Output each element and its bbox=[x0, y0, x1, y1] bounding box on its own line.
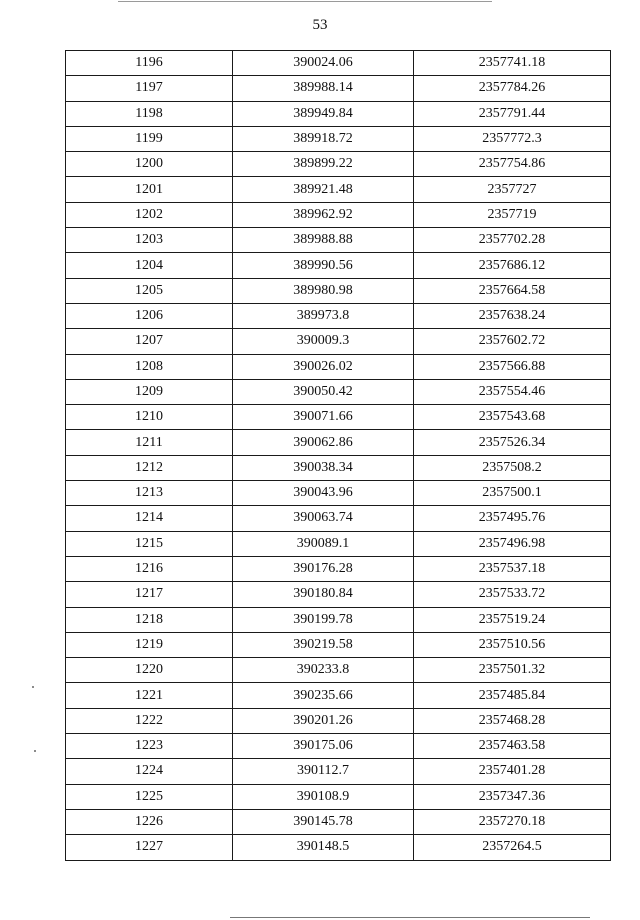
point-number-cell: 1197 bbox=[66, 76, 233, 101]
table-row bbox=[66, 329, 611, 354]
y-coordinate-cell: 2357270.18 bbox=[414, 809, 611, 834]
x-coordinate-cell: 390063.74 bbox=[233, 506, 414, 531]
y-coordinate-cell: 2357496.98 bbox=[414, 531, 611, 556]
y-coordinate-cell: 2357784.26 bbox=[414, 76, 611, 101]
table-row bbox=[66, 405, 611, 430]
y-coordinate-cell: 2357500.1 bbox=[414, 481, 611, 506]
y-coordinate-cell: 2357401.28 bbox=[414, 759, 611, 784]
table-row bbox=[66, 632, 611, 657]
x-coordinate-cell: 389990.56 bbox=[233, 253, 414, 278]
table-row bbox=[66, 455, 611, 480]
x-coordinate-cell: 390108.9 bbox=[233, 784, 414, 809]
point-number-cell: 1225 bbox=[66, 784, 233, 809]
y-coordinate-cell: 2357485.84 bbox=[414, 683, 611, 708]
point-number-cell: 1221 bbox=[66, 683, 233, 708]
point-number-cell: 1211 bbox=[66, 430, 233, 455]
point-number-cell: 1198 bbox=[66, 101, 233, 126]
table-row bbox=[66, 202, 611, 227]
y-coordinate-cell: 2357602.72 bbox=[414, 329, 611, 354]
y-coordinate-cell: 2357702.28 bbox=[414, 228, 611, 253]
table-row bbox=[66, 51, 611, 76]
x-coordinate-cell: 390219.58 bbox=[233, 632, 414, 657]
table-row bbox=[66, 303, 611, 328]
point-number-cell: 1202 bbox=[66, 202, 233, 227]
table-row bbox=[66, 76, 611, 101]
table-row bbox=[66, 531, 611, 556]
x-coordinate-cell: 390176.28 bbox=[233, 556, 414, 581]
point-number-cell: 1209 bbox=[66, 379, 233, 404]
point-number-cell: 1201 bbox=[66, 177, 233, 202]
point-number-cell: 1223 bbox=[66, 734, 233, 759]
y-coordinate-cell: 2357537.18 bbox=[414, 556, 611, 581]
table-row bbox=[66, 784, 611, 809]
x-coordinate-cell: 390062.86 bbox=[233, 430, 414, 455]
point-number-cell: 1206 bbox=[66, 303, 233, 328]
x-coordinate-cell: 390089.1 bbox=[233, 531, 414, 556]
table-row bbox=[66, 607, 611, 632]
x-coordinate-cell: 389980.98 bbox=[233, 278, 414, 303]
table-row bbox=[66, 734, 611, 759]
x-coordinate-cell: 390180.84 bbox=[233, 582, 414, 607]
y-coordinate-cell: 2357727 bbox=[414, 177, 611, 202]
point-number-cell: 1208 bbox=[66, 354, 233, 379]
y-coordinate-cell: 2357638.24 bbox=[414, 303, 611, 328]
x-coordinate-cell: 390175.06 bbox=[233, 734, 414, 759]
y-coordinate-cell: 2357508.2 bbox=[414, 455, 611, 480]
table-row bbox=[66, 278, 611, 303]
point-number-cell: 1200 bbox=[66, 152, 233, 177]
point-number-cell: 1205 bbox=[66, 278, 233, 303]
point-number-cell: 1220 bbox=[66, 658, 233, 683]
table-row bbox=[66, 481, 611, 506]
table-row bbox=[66, 101, 611, 126]
table-row bbox=[66, 379, 611, 404]
table-row bbox=[66, 556, 611, 581]
x-coordinate-cell: 390112.7 bbox=[233, 759, 414, 784]
y-coordinate-cell: 2357526.34 bbox=[414, 430, 611, 455]
x-coordinate-cell: 390233.8 bbox=[233, 658, 414, 683]
x-coordinate-cell: 390043.96 bbox=[233, 481, 414, 506]
table-row bbox=[66, 759, 611, 784]
table-row bbox=[66, 126, 611, 151]
y-coordinate-cell: 2357519.24 bbox=[414, 607, 611, 632]
x-coordinate-cell: 390038.34 bbox=[233, 455, 414, 480]
point-number-cell: 1204 bbox=[66, 253, 233, 278]
point-number-cell: 1226 bbox=[66, 809, 233, 834]
x-coordinate-cell: 390148.5 bbox=[233, 835, 414, 860]
x-coordinate-cell: 389973.8 bbox=[233, 303, 414, 328]
point-number-cell: 1212 bbox=[66, 455, 233, 480]
point-number-cell: 1210 bbox=[66, 405, 233, 430]
y-coordinate-cell: 2357533.72 bbox=[414, 582, 611, 607]
y-coordinate-cell: 2357566.88 bbox=[414, 354, 611, 379]
x-coordinate-cell: 389988.88 bbox=[233, 228, 414, 253]
point-number-cell: 1213 bbox=[66, 481, 233, 506]
x-coordinate-cell: 390235.66 bbox=[233, 683, 414, 708]
x-coordinate-cell: 389962.92 bbox=[233, 202, 414, 227]
point-number-cell: 1216 bbox=[66, 556, 233, 581]
y-coordinate-cell: 2357554.46 bbox=[414, 379, 611, 404]
table-row bbox=[66, 506, 611, 531]
table-row bbox=[66, 228, 611, 253]
y-coordinate-cell: 2357772.3 bbox=[414, 126, 611, 151]
y-coordinate-cell: 2357463.58 bbox=[414, 734, 611, 759]
y-coordinate-cell: 2357754.86 bbox=[414, 152, 611, 177]
point-number-cell: 1227 bbox=[66, 835, 233, 860]
scan-speck bbox=[32, 686, 34, 688]
x-coordinate-cell: 389921.48 bbox=[233, 177, 414, 202]
point-number-cell: 1224 bbox=[66, 759, 233, 784]
x-coordinate-cell: 389918.72 bbox=[233, 126, 414, 151]
point-number-cell: 1222 bbox=[66, 708, 233, 733]
table-row bbox=[66, 809, 611, 834]
page-number: 53 bbox=[312, 17, 328, 33]
x-coordinate-cell: 390145.78 bbox=[233, 809, 414, 834]
point-number-cell: 1203 bbox=[66, 228, 233, 253]
coordinates-table-body bbox=[66, 51, 611, 861]
y-coordinate-cell: 2357719 bbox=[414, 202, 611, 227]
y-coordinate-cell: 2357686.12 bbox=[414, 253, 611, 278]
table-row bbox=[66, 430, 611, 455]
x-coordinate-cell: 390009.3 bbox=[233, 329, 414, 354]
x-coordinate-cell: 390050.42 bbox=[233, 379, 414, 404]
table-row bbox=[66, 253, 611, 278]
x-coordinate-cell: 389988.14 bbox=[233, 76, 414, 101]
table-row bbox=[66, 354, 611, 379]
x-coordinate-cell: 390026.02 bbox=[233, 354, 414, 379]
scan-speck bbox=[34, 750, 36, 752]
point-number-cell: 1219 bbox=[66, 632, 233, 657]
point-number-cell: 1217 bbox=[66, 582, 233, 607]
table-row bbox=[66, 683, 611, 708]
x-coordinate-cell: 390201.26 bbox=[233, 708, 414, 733]
coordinates-table bbox=[65, 50, 611, 861]
x-coordinate-cell: 390199.78 bbox=[233, 607, 414, 632]
y-coordinate-cell: 2357664.58 bbox=[414, 278, 611, 303]
y-coordinate-cell: 2357468.28 bbox=[414, 708, 611, 733]
y-coordinate-cell: 2357347.36 bbox=[414, 784, 611, 809]
table-row bbox=[66, 708, 611, 733]
scan-top-edge-line bbox=[118, 1, 492, 2]
point-number-cell: 1218 bbox=[66, 607, 233, 632]
table-row bbox=[66, 152, 611, 177]
y-coordinate-cell: 2357495.76 bbox=[414, 506, 611, 531]
table-row bbox=[66, 658, 611, 683]
y-coordinate-cell: 2357543.68 bbox=[414, 405, 611, 430]
point-number-cell: 1215 bbox=[66, 531, 233, 556]
x-coordinate-cell: 390024.06 bbox=[233, 51, 414, 76]
y-coordinate-cell: 2357741.18 bbox=[414, 51, 611, 76]
table-row bbox=[66, 582, 611, 607]
y-coordinate-cell: 2357510.56 bbox=[414, 632, 611, 657]
y-coordinate-cell: 2357501.32 bbox=[414, 658, 611, 683]
point-number-cell: 1199 bbox=[66, 126, 233, 151]
table-row bbox=[66, 835, 611, 860]
scan-bottom-edge-line bbox=[230, 917, 590, 918]
point-number-cell: 1207 bbox=[66, 329, 233, 354]
x-coordinate-cell: 389899.22 bbox=[233, 152, 414, 177]
x-coordinate-cell: 389949.84 bbox=[233, 101, 414, 126]
y-coordinate-cell: 2357264.5 bbox=[414, 835, 611, 860]
point-number-cell: 1196 bbox=[66, 51, 233, 76]
table-row bbox=[66, 177, 611, 202]
x-coordinate-cell: 390071.66 bbox=[233, 405, 414, 430]
point-number-cell: 1214 bbox=[66, 506, 233, 531]
y-coordinate-cell: 2357791.44 bbox=[414, 101, 611, 126]
